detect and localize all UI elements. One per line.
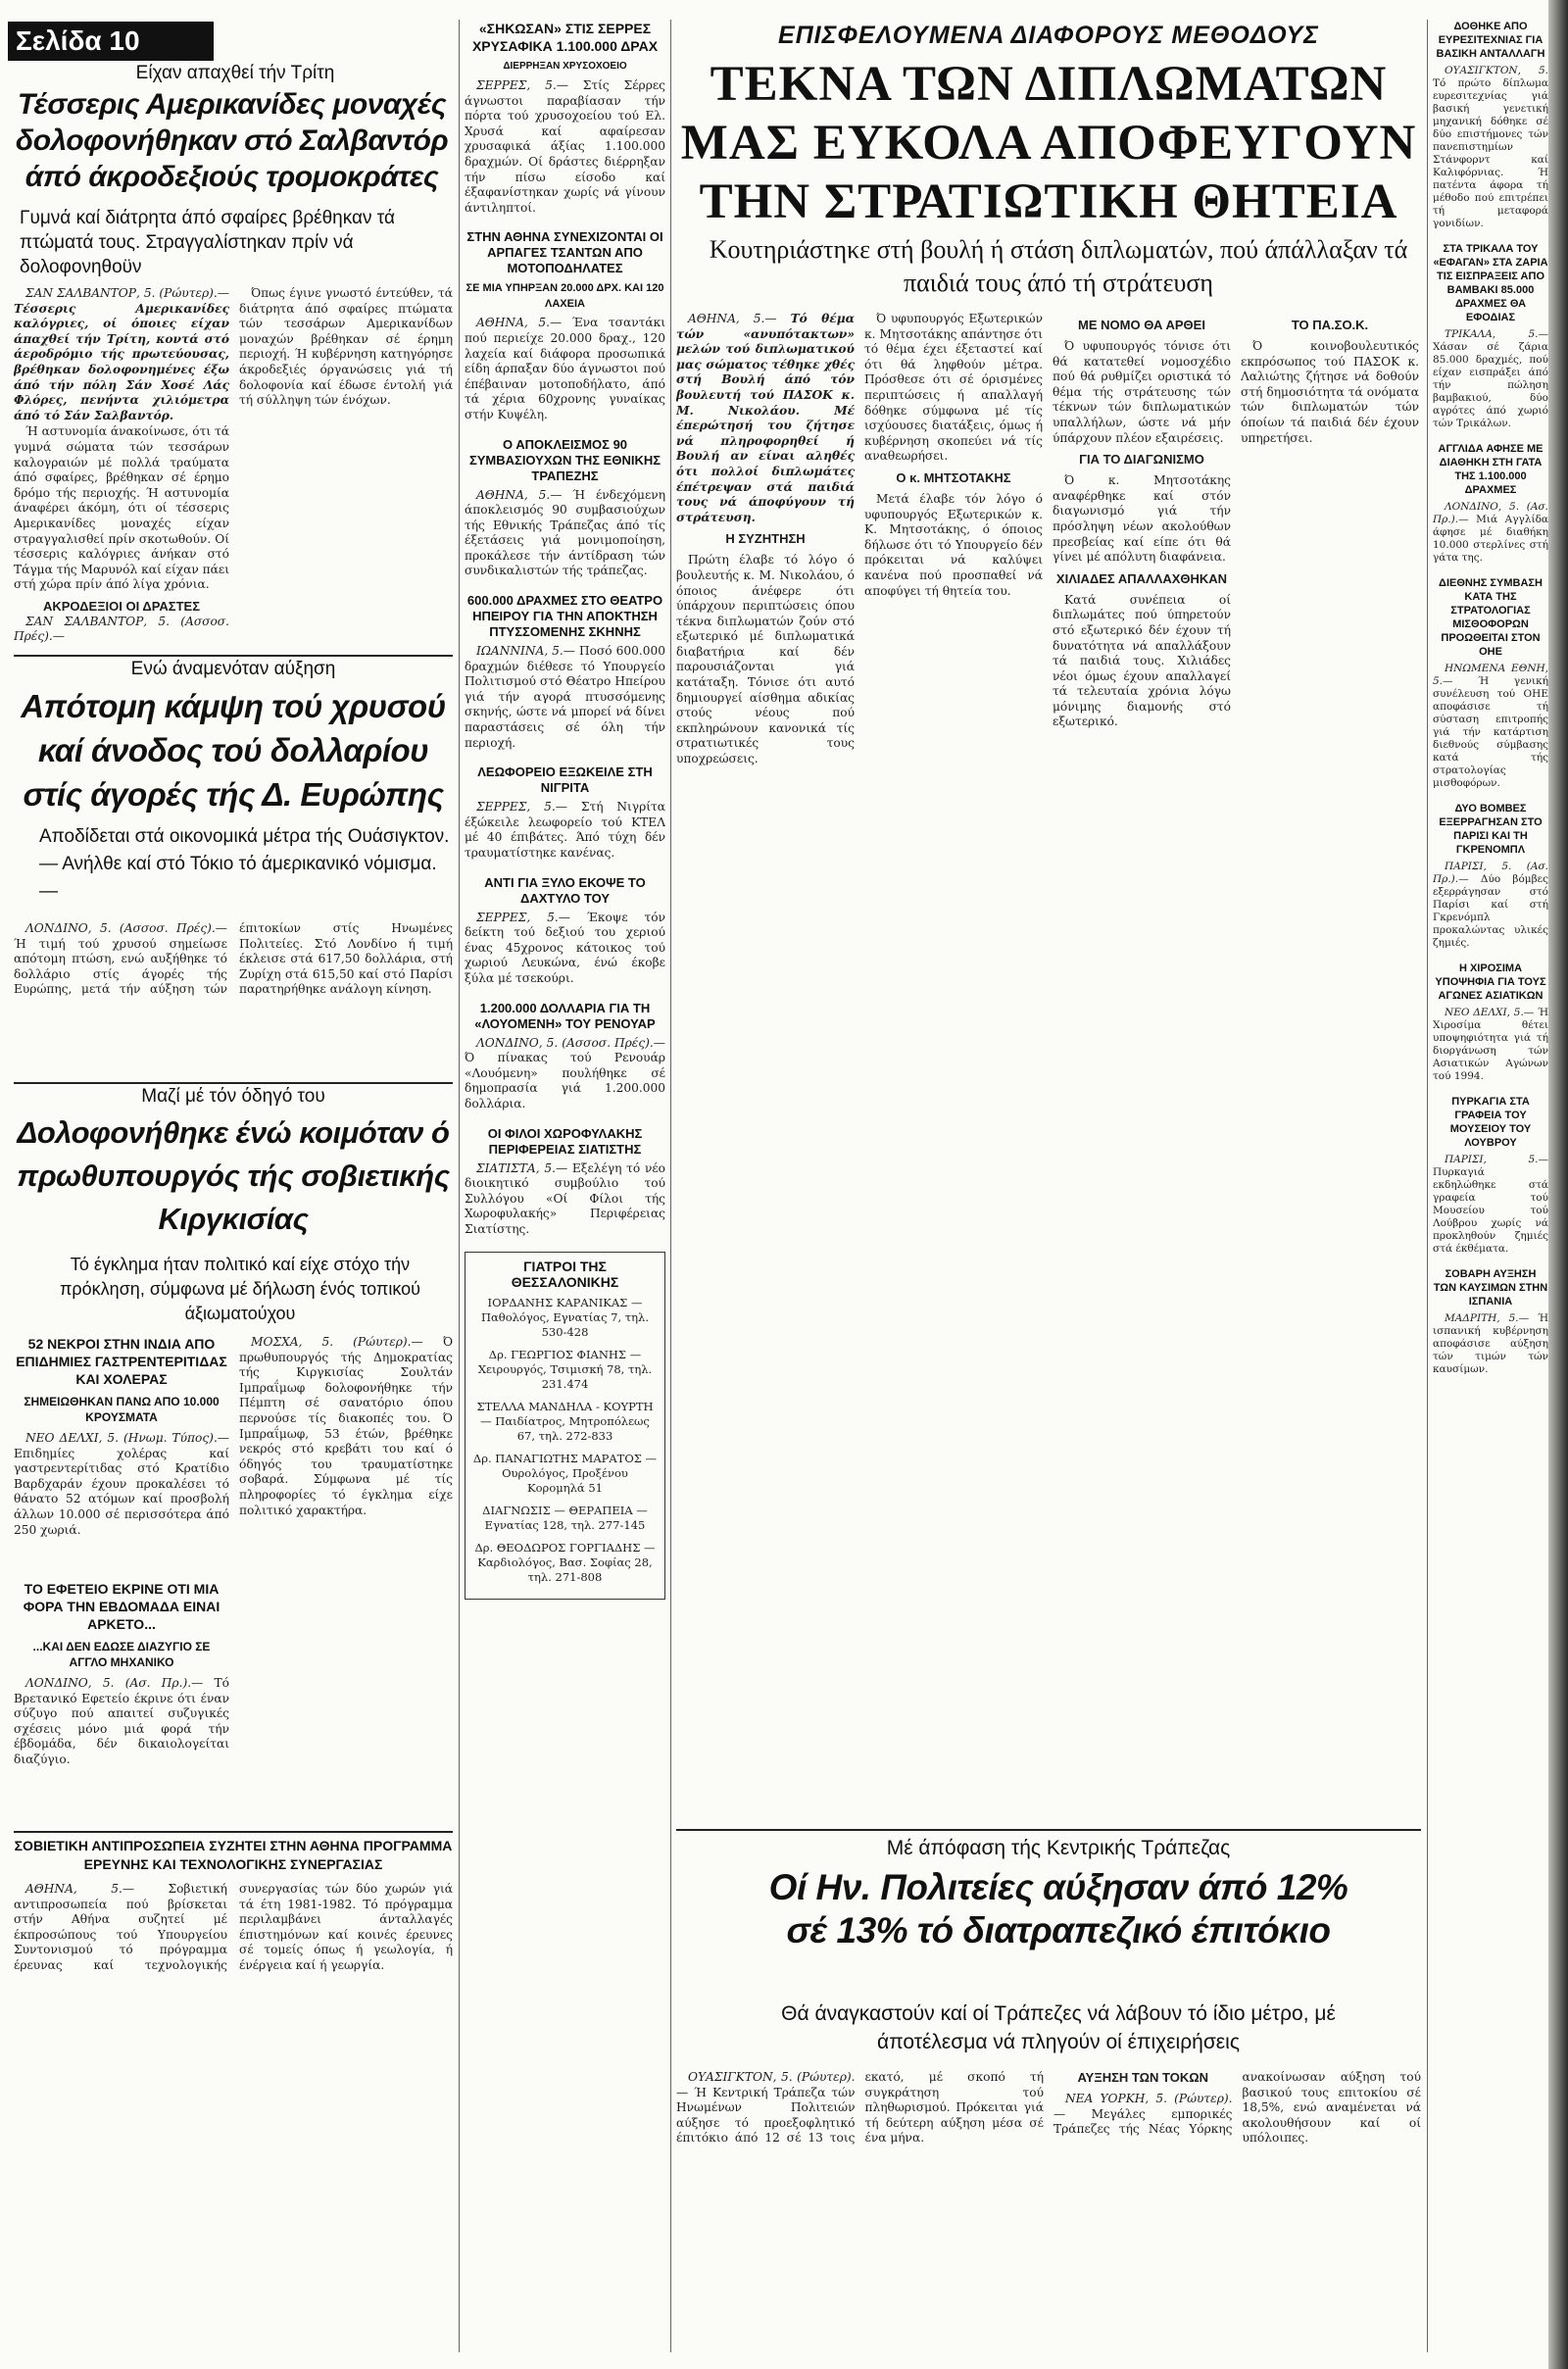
story1-body-left — [14, 286, 229, 649]
main-body2: Ό υφυπουργός Εξωτερικών κ. Μητσοτάκης απάντησε ότι τό θέμα έχει έξεταστεί καί ότι θά ληφθούν μέτρα. Πρόσθεσε ότι σέ όρισμένες περιπτώσεις ή απαλλαγή δόθηκε σύμφωνα μέ τίς ισχύουσες διατάξεις, όμως ή κυβέρνηση σκοπεύει νά τίς αναθεωρήσει. — [864, 312, 1043, 464]
india-headline: 52 ΝΕΚΡΟΙ ΣΤΗΝ ΙΝΔΙΑ ΑΠΟ ΕΠΙΔΗΜΙΕΣ ΓΑΣΤΡΕΝΤΕΡΙΤΙΔΑΣ ΚΑΙ ΧΟΛΕΡΑΣ — [16, 1336, 227, 1387]
wood-dateline: ΣΕΡΡΕΣ, 5.— — [476, 910, 570, 924]
fed-dateline: ΟΥΑΣΙΓΚΤΟΝ, 5. (Ρώυτερ).— — [676, 2070, 856, 2099]
wood-headline: ΑΝΤΙ ΓΙΑ ΞΥΛΟ ΕΚΟΨΕ ΤΟ ΔΑΧΤΥΛΟ ΤΟΥ — [484, 874, 646, 906]
story2-body — [14, 921, 453, 1078]
story1-kicker: Είχαν απαχθεί τήν Τρίτη — [135, 63, 335, 83]
fed-body-text: Ή Κεντρική Τράπεζα τών Ηνωμένων Πολιτειών αύξησε τό προεξοφλητικό έπιτόκιο άπό 12 σέ 13 τοις εκατό, μέ σκοπό τή συγκράτηση τού πληθωρισμού. Πρόκειται γιά τή δεύτερη αύξηση μέσα σέ ένα μήνα. — [676, 2070, 1044, 2146]
bus-body: Στή Νιγρίτα έξώκειλε λεωφορείο τού ΚΤΕΛ μέ 40 έπιβάτες. Άπό τύχη δέν τραυματίστηκε κανένας. — [465, 800, 665, 860]
right-b4: Ή γενική συνέλευση τού ΟΗΕ αποφάσισε τή σύσταση επιτροπής γιά τήν κατάρτιση διεθνούς σύμβασης κατά τής στρατολογίας μισθοφόρων. — [1433, 675, 1548, 789]
theatre-body: Ποσό 600.000 δραχμών διέθεσε τό Υπουργείο Πολιτισμού στό Θέατρο Ηπείρου γιά τήν αγορά πτυσσόμενης σκηνής, ώστε νά μπορεί νά δίνει παραστάσεις σέ όλη τήν περιοχή. — [465, 644, 665, 750]
right-d7: ΠΑΡΙΣΙ, 5.— — [1445, 1154, 1548, 1165]
right-d6: ΝΕΟ ΔΕΛΧΙ, 5.— — [1445, 1007, 1535, 1018]
right-h7: ΠΥΡΚΑΓΙΑ ΣΤΑ ΓΡΑΦΕΙΑ ΤΟΥ ΜΟΥΣΕΙΟΥ ΤΟΥ ΛΟΥΒΡΟΥ — [1449, 1096, 1532, 1149]
fed-kicker: Μέ άπόφαση τής Κεντρικής Τράπεζας — [886, 1837, 1231, 1859]
main-body1: Πρώτη έλαβε τό λόγο ό βουλευτής κ. Μ. Νικολάου, ό όποιος άνέφερε ότι ύπάρχουν περιπτώσεις όπου τέκνα διπλωματών ζούν στό εξωτερικό μέ διπλωματικά διαβατήρια καί δέν παρουσιάζονται γιά κατάταξη. Τόνισε ότι αυτό δημιουργεί αίσθημα αδικίας στούς νέους πού εκπληρώνουν κανονικά τίς στρατιωτικές τους υποχρεώσεις. — [676, 553, 855, 766]
page-fold-shadow — [1548, 0, 1568, 2369]
fed-sub-dateline: ΝΕΑ ΥΟΡΚΗ, 5. (Ρώυτερ).— — [1054, 2092, 1233, 2121]
main-sub6: ΤΟ ΠΑ.ΣΟ.Κ. — [1291, 318, 1369, 332]
soviet-dateline: ΑΘΗΝΑ, 5.— — [25, 1882, 135, 1896]
wood-body: Έκοψε τόν δείκτη τού δεξιού του χεριού ένας 45χρονος κάτοικος τού χωριού Λευκώνα, ένώ έκοβε ξύλα μέ τσεκούρι. — [465, 910, 665, 985]
story3-body — [239, 1335, 453, 1825]
right-column — [1433, 20, 1548, 2352]
main-headline: ΤΕΚΝΑ ΤΩΝ ΔΙΠΛΩΜΑΤΩΝ ΜΑΣ ΕΥΚΟΛΑ ΑΠΟΦΕΥΓΟΥΝ ΤΗΝ ΣΤΡΑΤΙΩΤΙΚΗ ΘΗΤΕΙΑ — [680, 57, 1417, 229]
fed-sub-body: Μεγάλες εμπορικές Τράπεζες τής Νέας Υόρκης ανακοίνωσαν αύξηση τού βασικού τους επιτοκίου σέ 18,5%, ενώ αναμένεται νά ακολουθήσουν καί οί υπόλοιπες. — [1054, 2070, 1421, 2146]
divider — [14, 1831, 453, 1833]
right-d4: ΗΝΩΜΕΝΑ ΕΘΝΗ, 5.— — [1433, 663, 1548, 687]
story1-dateline: ΣΑΝ ΣΑΛΒΑΝΤΟΡ, 5. (Ρώυτερ).— — [25, 286, 229, 300]
right-h6: Η ΧΙΡΟΣΙΜΑ ΥΠΟΨΗΦΙΑ ΓΙΑ ΤΟΥΣ ΑΓΩΝΕΣ ΑΣΙΑΤΙΚΩΝ — [1435, 962, 1546, 1002]
main-deck: Κουτηριάστηκε στή βουλή ή στάση διπλωματών, πού άπάλλαξαν τά παιδιά τους άπό τή στράτευση — [709, 235, 1408, 297]
right-h2: ΣΤΑ ΤΡΙΚΑΛΑ ΤΟΥ «ΕΦΑΓΑΝ» ΣΤΑ ΖΑΡΙΑ ΤΙΣ ΕΙΣΠΡΑΞΕΙΣ ΑΠΟ ΒΑΜΒΑΚΙ 85.000 ΔΡΑΧΜΕΣ ΘΑ ΕΦΟΔΙΑΣ — [1433, 243, 1548, 323]
court-sub: ...ΚΑΙ ΔΕΝ ΕΔΩΣΕ ΔΙΑΖΥΓΙΟ ΣΕ ΑΓΓΛΟ ΜΗΧΑΝΙΚΟ — [32, 1640, 211, 1669]
divider — [676, 1829, 1421, 1831]
doctor-entry: ΣΤΕΛΛΑ ΜΑΝΔΗΛΑ - ΚΟΥΡΤΗ — Παιδίατρος, Μητροπόλεως 67, τηλ. 272-833 — [476, 1399, 654, 1443]
bus-headline: ΛΕΩΦΟΡΕΙΟ ΕΞΩΚΕΙΛΕ ΣΤΗ ΝΙΓΡΙΤΑ — [477, 765, 653, 796]
right-h1: ΔΟΘΗΚΕ ΑΠΟ ΕΥΡΕΣΙΤΕΧΝΙΑΣ ΓΙΑ ΒΑΣΙΚΗ ΑΝΤΑΛΛΑΓΗ — [1436, 21, 1545, 60]
right-b3: Μιά Αγγλίδα άφησε μέ διαθήκη 10.000 στερλίνες στή γάτα της. — [1433, 514, 1548, 564]
court-headline: ΤΟ ΕΦΕΤΕΙΟ ΕΚΡΙΝΕ ΟΤΙ ΜΙΑ ΦΟΡΑ ΤΗΝ ΕΒΔΟΜΑΔΑ ΕΙΝΑΙ ΑΡΚΕΤΟ... — [23, 1581, 220, 1632]
main-col4 — [1241, 312, 1419, 1821]
col3 — [465, 20, 665, 2352]
india-body: Επιδημίες χολέρας καί γαστρεντερίτιδας στό Κρατίδιο Βαρδχαράν έχουν προκαλέσει τό θάνατο 52 ατόμων καί προσβολή άλλων 10.000 σέ περισσότερα άπό 250 χωριά. — [14, 1446, 229, 1537]
right-d2: ΤΡΙΚΑΛΑ, 5.— — [1445, 328, 1548, 340]
soviet-headline: ΣΟΒΙΕΤΙΚΗ ΑΝΤΙΠΡΟΣΩΠΕΙΑ ΣΥΖΗΤΕΙ ΣΤΗΝ ΑΘΗΝΑ ΠΡΟΓΡΑΜΜΑ ΕΡΕΥΝΗΣ ΚΑΙ ΤΕΧΝΟΛΟΓΙΚΗΣ ΣΥΝΕΡΓΑΣΙΑΣ — [14, 1838, 453, 1872]
story1-sub: ΑΚΡΟΔΕΞΙΟΙ ΟΙ ΔΡΑΣΤΕΣ — [42, 598, 201, 614]
story1-sub-body: Όπως έγινε γνωστό έντεύθεν, τά διάτρητα άπό σφαίρες πτώματα τών τεσσάρων Αμερικανίδων μοναχών βρέθηκαν σέ έρημη περιοχή. Ή κυβέρνηση κατηγόρησε άκροδεξιές όργανώσεις γιά τή δολοφονία καί έδωσε έντολή γιά τή σύλληψη τών ένόχων. — [239, 286, 453, 408]
main-lead: Τό θέμα τών «ανυπότακτων» μελών τού διπλωματικού μας σώματος τέθηκε χθές στή Βουλή άπό τόν βουλευτή τού ΠΑΣΟΚ κ. Μ. Νικολάου. Μέ έπερώτησή του ζήτησε νά πληροφορηθεί ή Βουλή αν είναι αληθές ότι πολλοί διπλωμάτες έπέτρεψαν στά παιδιά τους νά άποφύγουν τή στράτευση. — [676, 312, 855, 524]
bus-dateline: ΣΕΡΡΕΣ, 5.— — [476, 800, 567, 814]
right-b2: Χάσαν σέ ζάρια 85.000 δραχμές, πού είχαν εισπράξει άπό τήν πώληση βαμβακιού, δύο αγρότες άπό χωριό τών Τρικάλων. — [1433, 341, 1548, 429]
right-b6: Ή Χιροσίμα θέτει υποψηφιότητα γιά τή διοργάνωση τών Ασιατικών Αγώνων τού 1994. — [1433, 1007, 1548, 1082]
main-sub4: ΓΙΑ ΤΟ ΔΙΑΓΩΝΙΣΜΟ — [1079, 452, 1204, 468]
main-col2 — [864, 312, 1043, 1821]
renoir-body: Ό πίνακας τού Ρενουάρ «Λουόμενη» πουλήθηκε σέ δημοπρασία γιά 1.200.000 δολλάρια. — [465, 1051, 665, 1110]
police-headline: ΟΙ ΦΙΛΟΙ ΧΩΡΟΦΥΛΑΚΗΣ ΠΕΡΙΦΕΡΕΙΑΣ ΣΙΑΤΙΣΤΗΣ — [487, 1125, 643, 1157]
story2-deck: Αποδίδεται στά οικονομικά μέτρα τής Ουάσιγκτον.— Ανήλθε καί στό Τόκιο τό άμερικανικό νόμισμα.— — [39, 826, 450, 902]
story2-kicker: Ενώ άναμενόταν αύξηση — [130, 659, 336, 679]
doctors-box — [465, 1252, 665, 1600]
right-h5: ΔΥΟ ΒΟΜΒΕΣ ΕΞΕΡΡΑΓΗΣΑΝ ΣΤΟ ΠΑΡΙΣΙ ΚΑΙ ΤΗ ΓΚΡΕΝΟΜΠΛ — [1439, 803, 1543, 856]
police-dateline: ΣΙΑΤΙΣΤΑ, 5.— — [476, 1160, 568, 1175]
doctors-headline: ΓΙΑΤΡΟΙ ΤΗΣ ΘΕΣΣΑΛΟΝΙΚΗΣ — [511, 1258, 619, 1290]
divider — [14, 655, 453, 657]
right-h3: ΑΓΓΛΙΔΑ ΑΦΗΣΕ ΜΕ ΔΙΑΘΗΚΗ ΣΤΗ ΓΑΤΑ ΤΗΣ 1.100.000 ΔΡΑΧΜΕΣ — [1438, 443, 1544, 496]
column-rule — [459, 20, 460, 2352]
divider — [14, 1082, 453, 1084]
right-b5: Δύο βόμβες εξερράγησαν στό Παρίσι καί στή Γκρενόμπλ προκαλώντας υλικές ζημιές. — [1433, 873, 1548, 949]
gold-theft-body: Στίς Σέρρες άγνωστοι παραβίασαν τήν πόρτα τού χρυσοχοείου τού Ελ. Χρυσά καί αφαίρεσαν χρυσαφικά άξίας 1.100.000 δραχμών. Οί δράστες διέρρηξαν τήν πίσω είσοδο καί έξαφανίστηκαν χωρίς νά γίνουν άντιληπτοί. — [465, 78, 665, 215]
theatre-dateline: ΙΩΑΝΝΙΝΑ, 5.— — [476, 644, 575, 659]
main-body3: Ό υφυπουργός τόνισε ότι θά κατατεθεί νομοσχέδιο πού θά ρυθμίζει οριστικά τό θέμα τής στράτευσης τών τέκνων τών διπλωματικών υπαλλήλων, ώστε νά μήν ύπάρχουν πλέον εξαιρέσεις. — [1053, 339, 1231, 445]
page-label-text: Σελίδα 10 — [16, 25, 140, 56]
side-court — [14, 1580, 229, 1825]
main-dateline: ΑΘΗΝΑ, 5.— — [688, 312, 777, 325]
main-kicker: ΕΠΙΣΦΕΛΟΥΜΕΝΑ ΔΙΑΦΟΡΟΥΣ ΜΕΘΟΔΟΥΣ — [778, 22, 1319, 49]
main-sub2: ΜΕ ΝΟΜΟ ΘΑ ΑΡΘΕΙ — [1078, 318, 1205, 332]
right-d5: ΠΑΡΙΣΙ, 5. (Ασ. Πρ.).— — [1433, 861, 1548, 885]
doctor-entry: Δρ. ΘΕΟΔΩΡΟΣ ΓΟΡΓΙΑΔΗΣ — Καρδιολόγος, Βασ. Σοφίας 28, τηλ. 271-808 — [474, 1540, 656, 1584]
gold-theft-headline: «ΣΗΚΩΣΑΝ» ΣΤΙΣ ΣΕΡΡΕΣ ΧΡΥΣΑΦΙΚΑ 1.100.000 ΔΡΑΧ — [471, 21, 659, 54]
bank-dateline: ΑΘΗΝΑ, 5.— — [476, 487, 563, 502]
story1-lead: Τέσσερις Αμερικανίδες καλόγριες, οί όποιες είχαν άπαχθεί τήν Τρίτη, κοντά στό άεροδρόμιο τής πρωτεύουσας, βρέθηκαν δολοφονημένες έξω άπό τήν πόλη Σάν Χοσέ Λάς Φλόρες, πενήντα χιλιόμετρα άπό τό Σάν Σαλβαντόρ. — [14, 301, 229, 422]
story3-deck: Τό έγκλημα ήταν πολιτικό καί είχε στόχο τήν πρόκληση, σύμφωνα μέ δήλωση ένός τοπικού άξιωματούχου — [60, 1255, 420, 1323]
story-soviet — [14, 1837, 453, 2346]
india-sub: ΣΗΜΕΙΩΘΗΚΑΝ ΠΑΝΩ ΑΠΟ 10.000 ΚΡΟΥΣΜΑΤΑ — [24, 1395, 220, 1424]
moto-sub: ΣΕ ΜΙΑ ΥΠΗΡΞΑΝ 20.000 ΔΡΧ. ΚΑΙ 120 ΛΑΧΕΙΑ — [466, 282, 664, 311]
column-rule — [670, 20, 671, 2352]
main-col3 — [1053, 312, 1231, 1821]
bank-body: Ή ένδεχόμενη άποκλεισμός 90 συμβασιούχων τής Εθνικής Τράπεζας άπό τίς έξετάσεις γιά μονιμοποίηση, προκάλεσε τήν άντίδραση τών συνδικαλιστών τής τράπεζας. — [465, 487, 665, 578]
story1-sub-dateline: ΣΑΝ ΣΑΛΒΑΝΤΟΡ, 5. (Ασσοσ. Πρές).— — [14, 614, 229, 644]
fed-headline: Οί Ην. Πολιτείες αύξησαν άπό 12% σέ 13% τό διατραπεζικό έπιτόκιο — [768, 1867, 1348, 1950]
right-b8: Ή ισπανική κυβέρνηση αποφάσισε αύξηση τών τιμών τών καυσίμων. — [1433, 1312, 1548, 1375]
story3-headline: Δολοφονήθηκε ένώ κοιμόταν ό πρωθυπουργός τής σοβιετικής Κιργκισίας — [17, 1115, 450, 1236]
story1-deck: Γυμνά καί διάτρητα άπό σφαίρες βρέθηκαν τά πτώματά τους. Στραγγαλίστηκαν πρίν νά δολοφονηθοϋν — [20, 208, 395, 277]
right-h4: ΔΙΕΘΝΗΣ ΣΥΜΒΑΣΗ ΚΑΤΑ ΤΗΣ ΣΤΡΑΤΟΛΟΓΙΑΣ ΜΙΣΘΟΦΟΡΩΝ ΠΡΟΩΘΕΙΤΑΙ ΣΤΟΝ ΟΗΕ — [1439, 577, 1543, 658]
story3-dateline: ΜΟΣΧΑ, 5. (Ρώυτερ).— — [251, 1335, 423, 1349]
doctor-entry: Δρ. ΠΑΝΑΓΙΩΤΗΣ ΜΑΡΑΤΟΣ — Ουρολόγος, Προξένου Κορομηλά 51 — [472, 1451, 658, 1495]
fed-sub: ΑΥΞΗΣΗ ΤΩΝ ΤΟΚΩΝ — [1077, 2070, 1209, 2085]
story1-headline: Τέσσερις Αμερικανίδες μοναχές δολοφονήθηκαν στό Σαλβαντόρ άπό άκροδεξιούς τρομοκράτες — [15, 88, 449, 193]
story3-kicker: Μαζί μέ τόν όδηγό του — [141, 1086, 325, 1107]
gold-theft-sub: ΔΙΕΡΡΗΞΑΝ ΧΡΥΣΟΧΟΕΙΟ — [503, 61, 627, 72]
story3-body-text: Ό πρωθυπουργός τής Δημοκρατίας τής Κιργκισίας Σουλτάν Ιμπραΐμωφ δολοφονήθηκε τήν Πέμπτη σέ σανατόριο όπου περνούσε τίς διακοπές του. Ό Ιμπραΐμωφ, 53 έτών, βρέθηκε νεκρός στό κρεβάτι του καί ό όδηγός του τραυματίστηκε σοβαρά. Σύμφωνα μέ τίς πληροφορίες τό έγκλημα είχε πολιτικό χαρακτήρα. — [239, 1335, 453, 1517]
renoir-dateline: ΛΟΝΔΙΝΟ, 5. (Ασσοσ. Πρές).— — [476, 1035, 665, 1050]
right-b1: Τό πρώτο δίπλωμα ευρεσιτεχνίας γιά βασική γενετική μηχανική δόθηκε σέ δύο επιστήμονες τών πανεπιστημίων Στάνφορντ καί Καλιφόρνιας. Ή πατέντα άφορα τή μέθοδο πού επιτρέπει τή μεταφορά γονιδίων. — [1433, 77, 1548, 229]
moto-body: Ένα τσαντάκι πού περιείχε 20.000 δραχ., 120 λαχεία καί διάφορα προσωπικά είδη άρπαξαν δύο άγνωστοι πού έπέβαιναν μοτοποδήλατο, άπό τά χέρια 60χρονης γυναίκας στήν Κυψέλη. — [465, 316, 665, 421]
story2-body-text: Ή τιμή τού χρυσού σημείωσε απότομη πτώση, ενώ αυξήθηκε τό δολλάριο στίς άγορές τής Ευρώπης, μετά τήν αύξηση τών έπιτοκίων στίς Ηνωμένες Πολιτείες. Στό Λονδίνο ή τιμή έκλεισε στά 617,50 δολλάρια, στή Ζυρίχη στά 615,50 καί στό Παρίσι παρατηρήθηκε ανάλογη κίνηση. — [14, 921, 453, 997]
story1-body-right — [239, 286, 453, 649]
column-rule — [1427, 20, 1428, 2352]
fed-deck: Θά άναγκαστούν καί οί Τράπεζες νά λάβουν τό ίδιο μέτρο, μέ άποτέλεσμα νά πληγούν οί έπιχειρήσεις — [781, 2002, 1336, 2053]
fed-body — [676, 2070, 1421, 2354]
doctor-entry: Δρ. ΓΕΩΡΓΙΟΣ ΦΙΑΝΗΣ — Χειρουργός, Τσιμισκή 78, τηλ. 231.474 — [477, 1347, 653, 1391]
story1-body: Ή αστυνομία άνακοίνωσε, ότι τά γυμνά σώματα τών τεσσάρων καλογραιών μέ πολλά τραύματα άπό σφαίρες, βρέθηκαν σέ έρημο δρόμο τής περιοχής. Ή αστυνομία άναφέρει άκόμη, ότι οί τέσσερις Αμερικανίδες μοναχές είχαν στραγγαλισθεί πρίν σκοτωθούν. Οί τέσσερις καλόγριες άνήκαν στό Τάγμα τής Μαρυνόλ καί είχαν πάει στή χώρα πρίν άπό λίγα χρόνια. — [14, 424, 229, 592]
police-body: Εξελέγη τό νέο διοικητικό συμβούλιο τού Συλλόγου «Οί Φίλοι τής Χωροφυλακής» Περιφέρειας Σιατίστης. — [465, 1160, 665, 1236]
main-body5: Ό κ. Μητσοτάκης αναφέρθηκε καί στόν διαγωνισμό γιά τήν πρόσληψη νέων ακολούθων πρεσβείας καί είπε ότι θά γίνει μέ απόλυτη διαφάνεια. — [1053, 473, 1231, 565]
main-sub5: ΧΙΛΙΑΔΕΣ ΑΠΑΛΛΑΧΘΗΚΑΝ — [1055, 570, 1228, 586]
right-h8: ΣΟΒΑΡΗ ΑΥΞΗΣΗ ΤΩΝ ΚΑΥΣΙΜΩΝ ΣΤΗΝ ΙΣΠΑΝΙΑ — [1433, 1268, 1548, 1308]
right-b7: Πυρκαγιά εκδηλώθηκε στά γραφεία τού Μουσείου τού Λούβρου χωρίς νά προκληθούν ζημιές στά έκθέματα. — [1433, 1166, 1548, 1255]
story2-dateline: ΛΟΝΔΙΝΟ, 5. (Ασσοσ. Πρές).— — [25, 921, 227, 935]
main-col1 — [676, 312, 855, 1821]
main-body7: Ό κοινοβουλευτικός εκπρόσωπος τού ΠΑΣΟΚ κ. Λαλιώτης ζήτησε νά δοθούν στή δημοσιότητα τά ονόματα τών διπλωματών τών όποίων τά παιδιά δέν έχουν υπηρετήσει. — [1241, 339, 1419, 445]
main-body4: Μετά έλαβε τόν λόγο ό υφυπουργός Εξωτερικών κ. Κ. Μητσοτάκης, ό όποιος δήλωσε ότι τό Υπουργείο δέν πρόκειται νά καλύψει κανένα πού προσπαθεί νά αποφύγει τή θητεία του. — [864, 491, 1043, 598]
main-sub1: Η ΣΥΖΗΤΗΣΗ — [725, 531, 806, 547]
theatre-headline: 600.000 ΔΡΑΧΜΕΣ ΣΤΟ ΘΕΑΤΡΟ ΗΠΕΙΡΟΥ ΓΙΑ ΤΗΝ ΑΠΟΚΤΗΣΗ ΠΤΥΣΣΟΜΕΝΗΣ ΣΚΗΝΗΣ — [466, 593, 663, 640]
doctor-entry: ΙΟΡΔΑΝΗΣ ΚΑΡΑΝΙΚΑΣ — Παθολόγος, Εγνατίας 7, τηλ. 530-428 — [481, 1295, 649, 1339]
court-body: Τό Βρετανικό Εφετείο έκρινε ότι έναν σύζυγο πού απαιτεί συζυγικές σχέσεις μόνο μιά φορά τήν έβδομάδα, δέν δικαιολογείται διαζύγιο. — [14, 1676, 229, 1766]
side-india — [14, 1335, 229, 1570]
main-sub3: Ο κ. ΜΗΤΣΟΤΑΚΗΣ — [896, 469, 1011, 485]
moto-dateline: ΑΘΗΝΑ, 5.— — [476, 316, 563, 330]
india-dateline: ΝΕΟ ΔΕΛΧΙ, 5. (Ηνωμ. Τύπος).— — [25, 1431, 229, 1445]
right-d1: ΟΥΑΣΙΓΚΤΟΝ, 5. — [1445, 65, 1548, 76]
court-dateline: ΛΟΝΔΙΝΟ, 5. (Ασ. Πρ.).— — [25, 1676, 204, 1690]
doctor-entry: ΔΙΑΓΝΩΣΙΣ — ΘΕΡΑΠΕΙΑ — Εγνατίας 128, τηλ. 277-145 — [482, 1503, 648, 1532]
moto-headline: ΣΤΗΝ ΑΘΗΝΑ ΣΥΝΕΧΙΖΟΝΤΑΙ ΟΙ ΑΡΠΑΓΕΣ ΤΣΑΝΤΩΝ ΑΠΟ ΜΟΤΟΠΟΔΗΛΑΤΕΣ — [466, 229, 663, 276]
gold-theft-dateline: ΣΕΡΡΕΣ, 5.— — [476, 78, 568, 92]
right-d3: ΛΟΝΔΙΝΟ, 5. (Ασ. Πρ.).— — [1433, 501, 1548, 525]
soviet-body: Σοβιετική αντιπροσωπεία πού βρίσκεται στήν Αθήνα συζητεί μέ έκπροσώπους τού Υπουργείου Συντονισμού τό πρόγραμμα έρευνας καί τεχνολογικής συνεργασίας τών δύο χωρών γιά τά έτη 1981-1982. Τό πρόγραμμα περιλαμβάνει άνταλλαγές έπιστημόνων καί κοινές έρευνες σέ τομείς όπως ή γεωλογία, ή ένέργεια καί ή γεωργία. — [14, 1882, 453, 1972]
story2-headline: Απότομη κάμψη τού χρυσού καί άνοδος τού δολλαρίου στίς άγορές τής Δ. Ευρώπης — [21, 688, 446, 813]
main-body6: Κατά συνέπεια οί διπλωμάτες πού ύπηρετούν στό εξωτερικό δέν έχουν τή δυνατότητα νά απαλλάξουν τά παιδιά τους. Χιλιάδες νέοι όμως έχουν απαλλαγεί τά τελευταία χρόνια λόγω μόνιμης διαμονής στό εξωτερικό. — [1053, 592, 1231, 729]
right-d8: ΜΑΔΡΙΤΗ, 5.— — [1445, 1312, 1530, 1324]
renoir-headline: 1.200.000 ΔΟΛΛΑΡΙΑ ΓΙΑ ΤΗ «ΛΟΥΟΜΕΝΗ» ΤΟΥ ΡΕΝΟΥΑΡ — [474, 1000, 656, 1031]
page-label — [8, 22, 214, 61]
bank-headline: Ο ΑΠΟΚΛΕΙΣΜΟΣ 90 ΣΥΜΒΑΣΙΟΥΧΩΝ ΤΗΣ ΕΘΝΙΚΗΣ ΤΡΑΠΕΖΗΣ — [468, 436, 662, 483]
